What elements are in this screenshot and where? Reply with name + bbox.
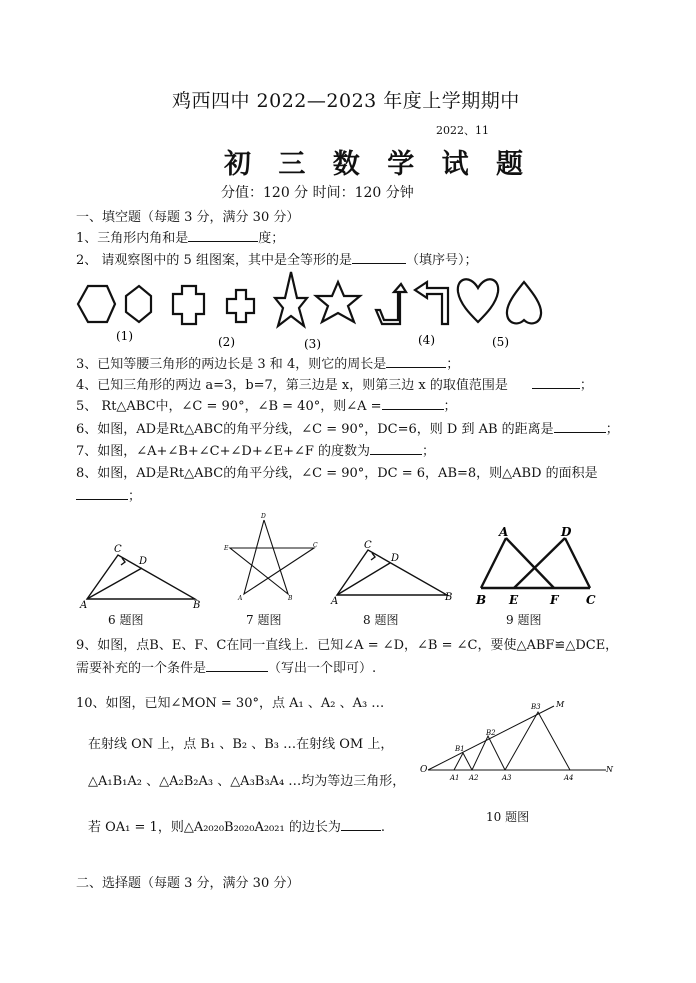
shape-label-3: (3) — [304, 337, 321, 351]
fig7-label-b: B — [288, 595, 293, 602]
arrow-left — [376, 284, 406, 324]
fig9-label-e: E — [509, 593, 519, 607]
question-6: 6、如图，AD是Rt△ABC的角平分线，∠C = 90°，DC=6，则 D 到 AB 的距离是 ； — [76, 422, 619, 437]
figure-10 — [420, 698, 620, 786]
section1-heading: 一、填空题（每题 3 分，满分 30 分） — [76, 210, 300, 225]
fig10-label-o: O — [420, 765, 428, 775]
shape-label-5: (5) — [492, 335, 509, 349]
question-8-answer: ； — [76, 487, 141, 506]
fig7-label-e: E — [224, 545, 229, 552]
question-8: 8、如图，AD是Rt△ABC的角平分线，∠C = 90°，DC = 6，AB=8，则△ABD 的面积是 — [76, 466, 598, 481]
question-10-line-4: 若 OA₁ = 1，则△A₂₀₂₀B₂₀₂₀A₂₀₂₁ 的边长为 . — [88, 820, 385, 835]
hexagon-right — [126, 286, 151, 322]
star-left — [275, 272, 307, 326]
shape-label-2: (2) — [218, 335, 235, 349]
fig7-label-a: A — [238, 595, 243, 602]
shape-label-1: (1) — [116, 329, 133, 343]
fig9-label-b: B — [476, 593, 487, 607]
fig10-label-b3: B3 — [531, 703, 541, 711]
fig8-label-a: A — [331, 596, 339, 607]
fig10-label-n: N — [606, 765, 613, 774]
fig9-label-d: D — [561, 525, 572, 539]
question-4: 4、已知三角形的两边 a=3，b=7，第三边是 x，则第三边 x 的取值范围是 ； — [76, 378, 593, 393]
question-2: 2、 请观察图中的 5 组图案，其中是全等形的是 （填序号）； — [76, 253, 478, 268]
figure-6 — [78, 540, 208, 610]
figure-7 — [220, 510, 320, 602]
question-9-line-1: 9、如图，点B、E、F、C在同一直线上．已知∠A = ∠D，∠B = ∠C，要使△ABF≌△DCE， — [76, 638, 619, 653]
figure-8 — [328, 538, 458, 608]
fig8-label-d: D — [391, 553, 400, 564]
fig9-label-f: F — [550, 593, 559, 607]
fig6-caption: 6 题图 — [108, 613, 144, 627]
fig6-label-c: C — [114, 544, 122, 555]
fig8-label-b: B — [445, 592, 453, 603]
fig10-label-a2: A2 — [469, 774, 479, 782]
question-3: 3、已知等腰三角形的两边长是 3 和 4，则它的周长是 ； — [76, 357, 460, 372]
question-10-line-1: 10、如图，已知∠MON = 30°，点 A₁ 、A₂ 、A₃ … — [76, 696, 385, 711]
fig10-caption: 10 题图 — [486, 810, 530, 824]
heart-left — [458, 279, 498, 322]
fig8-caption: 8 题图 — [363, 613, 399, 627]
fig10-label-b1: B1 — [455, 745, 465, 753]
star-right — [316, 282, 360, 322]
exam-date: 2022、11 — [436, 124, 489, 137]
fig9-label-c: C — [586, 593, 596, 607]
fig8-label-c: C — [364, 540, 372, 551]
heart-right — [507, 282, 541, 323]
fig6-label-b: B — [193, 600, 201, 610]
fig6-label-d: D — [139, 556, 148, 567]
question-9-line-2: 需要补充的一个条件是 （写出一个即可）. — [76, 661, 377, 676]
fig10-label-b2: B2 — [486, 729, 496, 737]
fig10-label-a3: A3 — [502, 774, 512, 782]
fig6-label-a: A — [80, 600, 88, 610]
cross-left — [173, 286, 204, 324]
question-10-line-2: 在射线 ON 上，点 B₁ 、B₂ 、B₃ …在射线 OM 上， — [88, 737, 394, 752]
fig9-label-a: A — [499, 525, 509, 539]
arrow-right — [415, 282, 448, 324]
fig10-label-a4: A4 — [564, 774, 574, 782]
fig7-label-d: D — [261, 513, 266, 520]
figure-9 — [472, 522, 602, 610]
fig7-label-c: C — [313, 542, 318, 549]
exam-title: 初 三 数 学 试 题 — [224, 149, 532, 180]
question-1: 1、三角形内角和是 度； — [76, 231, 285, 246]
school-title: 鸡西四中 2022—2023 年度上学期期中 — [172, 90, 520, 112]
fig7-caption: 7 题图 — [246, 613, 282, 627]
question-10-line-3: △A₁B₁A₂ 、△A₂B₂A₃ 、△A₃B₃A₄ …均为等边三角形， — [88, 774, 406, 789]
fig10-label-m: M — [556, 700, 565, 709]
score-time: 分值：120 分 时间：120 分钟 — [221, 185, 414, 201]
fig10-label-a1: A1 — [450, 774, 460, 782]
cross-right — [227, 290, 254, 322]
congruent-shapes-figure — [70, 268, 560, 354]
question-7: 7、如图，∠A+∠B+∠C+∠D+∠E+∠F 的度数为 ； — [76, 444, 436, 459]
fig9-caption: 9 题图 — [506, 613, 542, 627]
hexagon-left — [78, 286, 115, 322]
shape-label-4: (4) — [418, 333, 435, 347]
section2-heading: 二、选择题（每题 3 分，满分 30 分） — [76, 876, 300, 891]
question-5: 5、 Rt△ABC中，∠C = 90°，∠B = 40°，则∠A = ； — [76, 399, 457, 414]
